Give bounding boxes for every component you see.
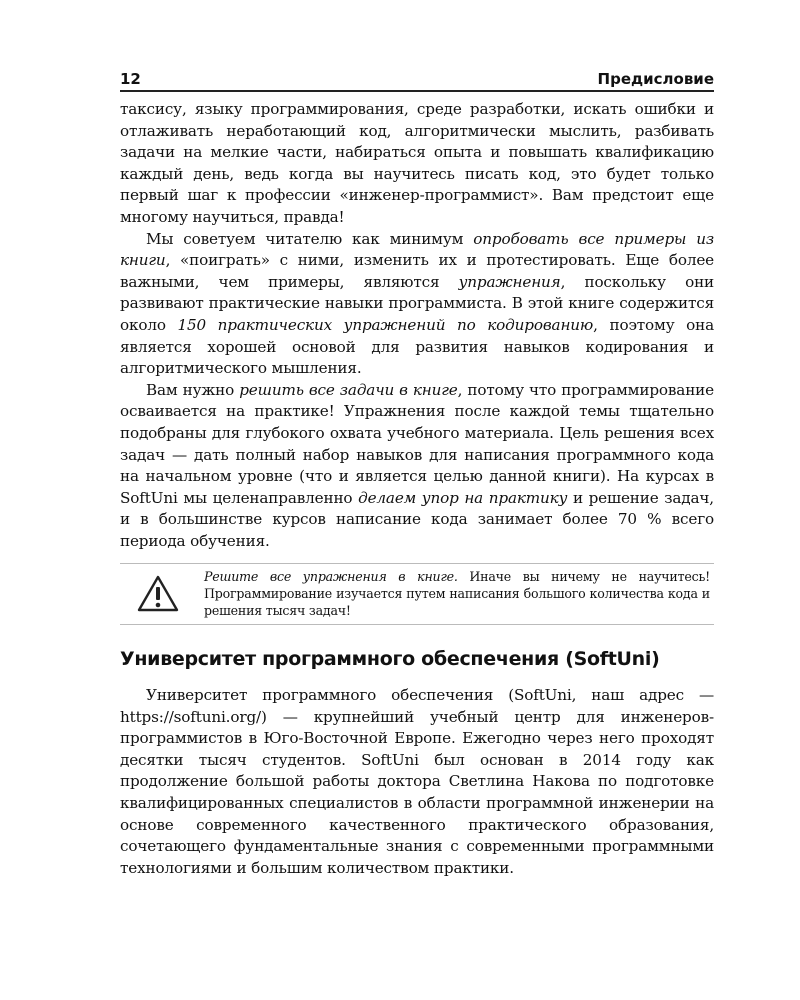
page-header [120,64,714,92]
emphasis: делаем упор на практику [358,488,568,507]
emphasis: 150 практических упражнений по кодированию [177,315,594,334]
main-text [120,99,714,552]
emphasis: упражнения [458,272,561,291]
warning-emphasis: Решите все упражнения в книге. [204,569,458,584]
text-run: Вам нужно [146,380,240,399]
page-number: 12 [120,70,141,88]
paragraph-practice [120,380,714,553]
paragraph-continued: таксису, языку программирования, среде разработки, искать ошибки и отлаживать неработающий код, алгоритмически мыслить, разбивать задачи на мелкие части, набираться опыта и повышать квалификацию каждый день, ведь когда вы научитесь писать код, это будет только первый шаг к профессии «инженер-программист». Вам предстоит еще многому научиться, правда! [120,100,714,226]
text-run: , «поиграть» с ними, изменить их и протестировать. Еще более важными, чем примеры, являются [120,251,714,291]
running-title: Предисловие [597,70,714,88]
warning-box [120,563,714,625]
warning-text [204,568,710,619]
warning-rest: Иначе вы ничему не научитесь! Программирование изучается путем написания большого количества кода и решения тысяч задач! [204,569,710,618]
paragraph-softuni: Университет программного обеспечения (SoftUni, наш адрес — https://softuni.org/) — крупнейший учебный центр для инженеров-программистов в Юго-Восточной Европе. Ежегодно через него проходят десятки тысяч студентов. SoftUni был основан в 2014 году как продолжение большой работы доктора Светлина Накова по подготовке квалифицированных специалистов в области программной инженерии на основе современного качественного практического образования, сочетающего фундаментальные знания с современными программными технологиями и большим количеством практики. [120,686,714,877]
text-run: , поскольку они развивают практические навыки программиста. В этой книге содержится около [120,272,715,334]
section-heading: Университет программного обеспечения (SoftUni) [120,648,660,670]
paragraph-examples [120,229,714,380]
text-run: , потому что программирование осваивается на практике! Упражнения после каждой темы тщательно подобраны для глубокого охвата учебного материала. Цель решения всех задач — дать полный набор навыков для написания программного кода на начальном уровне (что и является целью данной книги). На курсах в SoftUni мы целенаправленно [120,380,714,507]
section-text [120,685,714,879]
emphasis: опробовать все примеры из книги [120,229,714,270]
emphasis: решить все задачи в книге [239,380,458,399]
text-run: , поэтому она является хорошей основой для развития навыков кодирования и алгоритмического мышления. [120,315,715,378]
warning-icon [136,574,180,614]
text-run: и решение задач, и в большинстве курсов написание кода занимает более 70 % всего периода обучения. [120,488,714,550]
text-run: Мы советуем читателю как минимум [146,229,474,248]
